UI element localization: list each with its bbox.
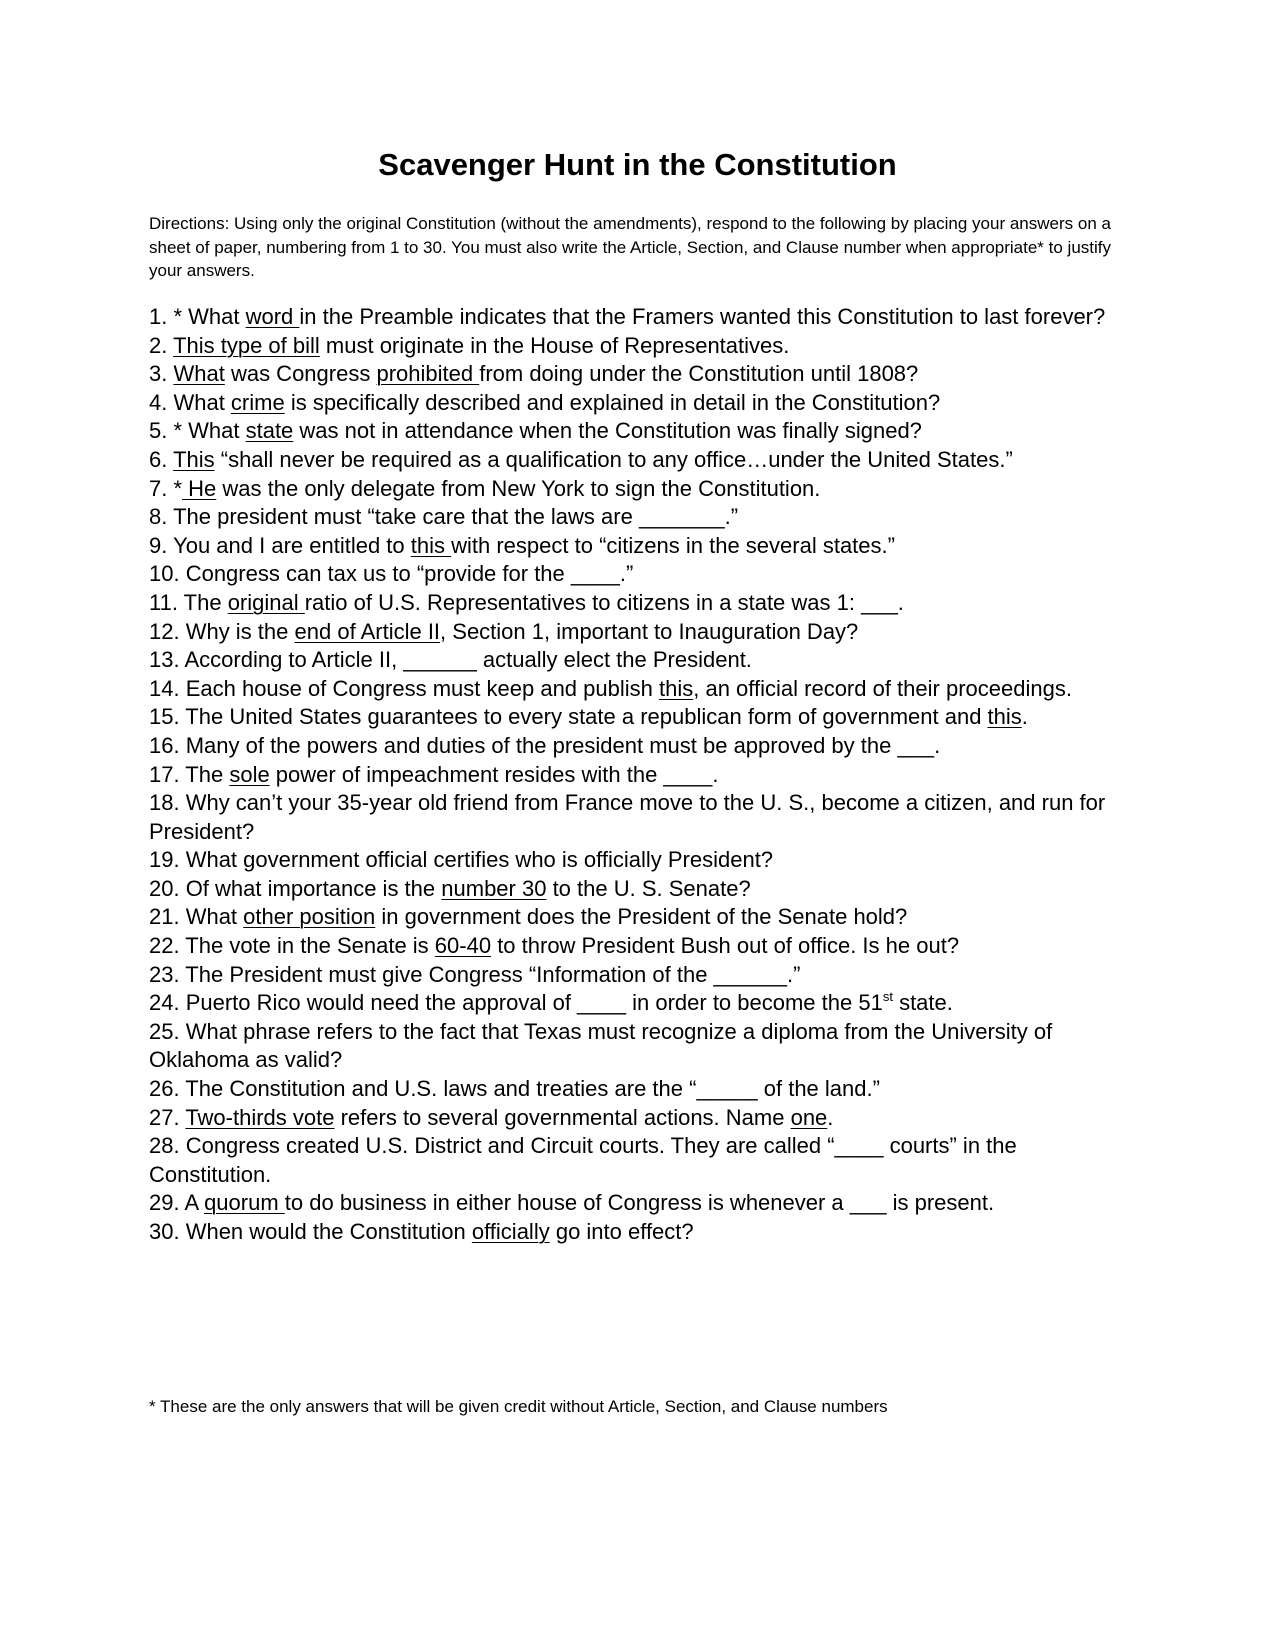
question-item: 20. Of what importance is the number 30 to the U. S. Senate? (149, 875, 751, 901)
question-item: 8. The president must “take care that the laws are _______.” (149, 504, 739, 530)
question-item: 3. What was Congress prohibited from doing under the Constitution until 1808? (149, 361, 919, 387)
question-item: 4. What crime is specifically described and explained in detail in the Constitution? (149, 389, 941, 415)
directions-text: Directions: Using only the original Constitution (without the amendments), respond to the following by placing your answers on a sheet of paper, numbering from 1 to 30. You must also write the Article, Section, and Clause number when appropriate* to justify your answers. (149, 214, 1111, 280)
question-item: 23. The President must give Congress “Information of the ______.” (149, 961, 801, 987)
question-item: 18. Why can’t your 35-year old friend from France move to the U. S., become a citizen, and run for President? (149, 790, 1106, 844)
question-item: 7. * He was the only delegate from New York to sign the Constitution. (149, 475, 821, 501)
question-item: 21. What other position in government does the President of the Senate hold? (149, 904, 908, 930)
question-item: 30. When would the Constitution officially go into effect? (149, 1219, 694, 1244)
question-item: 15. The United States guarantees to every state a republican form of government and this. (149, 704, 1028, 730)
question-item: 26. The Constitution and U.S. laws and treaties are the “_____ of the land.” (149, 1076, 880, 1102)
question-item: 19. What government official certifies who is officially President? (149, 847, 774, 873)
question-item: 24. Puerto Rico would need the approval of ____ in order to become the 51st state. (149, 989, 953, 1016)
question-item: 10. Congress can tax us to “provide for the ____.” (149, 561, 634, 587)
question-item: 1. * What word in the Preamble indicates that the Framers wanted this Constitution to last forever? (149, 304, 1106, 329)
question-item: 29. A quorum to do business in either house of Congress is whenever a ___ is present. (149, 1190, 995, 1216)
question-item: 12. Why is the end of Article II, Section 1, important to Inauguration Day? (149, 618, 859, 644)
question-item: 28. Congress created U.S. District and Circuit courts. They are called “____ courts” in the Constitution. (149, 1133, 1017, 1187)
question-item: 13. According to Article II, ______ actually elect the President. (149, 647, 752, 673)
question-item: 5. * What state was not in attendance when the Constitution was finally signed? (149, 418, 922, 444)
question-item: 25. What phrase refers to the fact that Texas must recognize a diploma from the University of Oklahoma as valid? (149, 1018, 1053, 1073)
question-item: 14. Each house of Congress must keep and publish this, an official record of their proceedings. (149, 675, 1072, 701)
question-item: 22. The vote in the Senate is 60-40 to throw President Bush out of office. Is he out? (149, 933, 960, 959)
footnote-text: * These are the only answers that will be given credit without Article, Section, and Clause numbers (149, 1397, 888, 1416)
question-item: 11. The original ratio of U.S. Representatives to citizens in a state was 1: ___. (149, 589, 904, 615)
question-item: 9. You and I are entitled to this with respect to “citizens in the several states.” (149, 532, 895, 558)
question-item: 6. This “shall never be required as a qualification to any office…under the United States.” (149, 446, 1013, 472)
question-item: 17. The sole power of impeachment resides with the ____. (149, 761, 719, 787)
question-item: 2. This type of bill must originate in the House of Representatives. (149, 332, 790, 358)
page-title: Scavenger Hunt in the Constitution (378, 147, 897, 182)
question-item: 27. Two-thirds vote refers to several governmental actions. Name one. (149, 1104, 834, 1130)
question-list (149, 303, 1129, 1247)
question-item: 16. Many of the powers and duties of the president must be approved by the ___. (149, 732, 941, 758)
